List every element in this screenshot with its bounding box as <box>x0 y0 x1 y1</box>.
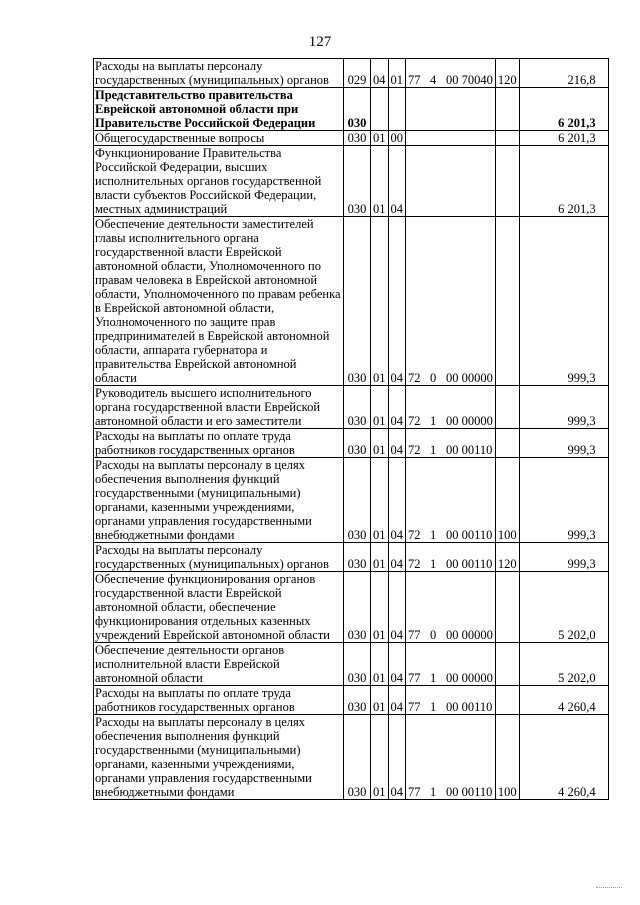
row-name: Функционирование Правительства Российской Федерации, высших исполнительных органов государственной власти субъектов Российской Федерации, местных администраций <box>94 146 344 217</box>
table-row <box>94 686 609 715</box>
row-csr-a: 77 <box>408 73 421 87</box>
row-csr-b: 1 <box>430 528 437 542</box>
row-csr <box>406 131 496 146</box>
row-csr-b: 1 <box>430 700 437 714</box>
row-pr: 04 <box>388 715 406 800</box>
row-rz: 01 <box>371 386 389 429</box>
table-row <box>94 715 609 800</box>
row-csr-a: 72 <box>408 443 421 457</box>
row-sum: 999,3 <box>519 386 608 429</box>
row-csr-a: 72 <box>408 557 421 571</box>
row-csr <box>406 217 496 386</box>
row-pr: 04 <box>388 429 406 458</box>
row-vr: 100 <box>495 715 519 800</box>
row-ved: 030 <box>344 458 371 543</box>
table-row <box>94 543 609 572</box>
row-sum: 4 260,4 <box>519 686 608 715</box>
row-rz: 01 <box>371 543 389 572</box>
row-csr-b: 1 <box>430 785 437 799</box>
row-vr <box>495 429 519 458</box>
row-csr-b: 4 <box>430 73 437 87</box>
row-csr <box>406 59 496 88</box>
row-pr: 04 <box>388 572 406 643</box>
row-ved: 030 <box>344 146 371 217</box>
row-ved: 030 <box>344 386 371 429</box>
row-name: Руководитель высшего исполнительного органа государственной власти Еврейской автономной области и его заместители <box>94 386 344 429</box>
row-csr-b: 0 <box>430 371 437 385</box>
scan-artifact <box>596 887 622 891</box>
row-sum: 6 201,3 <box>519 131 608 146</box>
row-ved: 030 <box>344 686 371 715</box>
row-vr: 120 <box>495 59 519 88</box>
row-csr-c: 00 00110 <box>446 443 493 457</box>
row-sum: 5 202,0 <box>519 643 608 686</box>
row-csr-a: 77 <box>408 628 421 642</box>
row-ved: 029 <box>344 59 371 88</box>
row-pr <box>388 88 406 131</box>
row-rz: 01 <box>371 458 389 543</box>
row-name: Расходы на выплаты персоналу государственных (муниципальных) органов <box>94 543 344 572</box>
table-row <box>94 131 609 146</box>
row-vr <box>495 572 519 643</box>
table-row <box>94 59 609 88</box>
row-pr: 04 <box>388 458 406 543</box>
row-name: Расходы на выплаты персоналу государственных (муниципальных) органов <box>94 59 344 88</box>
row-name: Расходы на выплаты персоналу в целях обеспечения выполнения функций государственными (муниципальными) органами, казенными учреждениями, органами управления государственными внебюджетными фондами <box>94 715 344 800</box>
row-csr-c: 00 00000 <box>446 371 493 385</box>
row-sum: 216,8 <box>519 59 608 88</box>
row-ved: 030 <box>344 643 371 686</box>
row-rz: 01 <box>371 146 389 217</box>
row-csr-b: 0 <box>430 628 437 642</box>
row-ved: 030 <box>344 88 371 131</box>
row-ved: 030 <box>344 572 371 643</box>
row-csr-b: 1 <box>430 671 437 685</box>
row-sum: 6 201,3 <box>519 88 608 131</box>
table-row <box>94 643 609 686</box>
row-csr-a: 77 <box>408 700 421 714</box>
row-pr: 04 <box>388 217 406 386</box>
row-vr <box>495 686 519 715</box>
row-sum: 5 202,0 <box>519 572 608 643</box>
row-csr-a: 77 <box>408 671 421 685</box>
row-rz: 01 <box>371 217 389 386</box>
row-rz: 01 <box>371 715 389 800</box>
row-csr-a: 72 <box>408 528 421 542</box>
row-ved: 030 <box>344 715 371 800</box>
row-vr <box>495 386 519 429</box>
row-pr: 04 <box>388 386 406 429</box>
table-row <box>94 146 609 217</box>
row-pr: 04 <box>388 146 406 217</box>
row-csr-c: 00 00110 <box>446 785 493 799</box>
row-csr-a: 77 <box>408 785 421 799</box>
row-csr <box>406 146 496 217</box>
row-csr-b: 1 <box>430 557 437 571</box>
row-vr: 100 <box>495 458 519 543</box>
row-ved: 030 <box>344 131 371 146</box>
row-csr <box>406 572 496 643</box>
row-csr-c: 00 00110 <box>446 700 493 714</box>
row-csr-c: 00 00000 <box>446 414 493 428</box>
row-rz: 01 <box>371 131 389 146</box>
row-name: Расходы на выплаты по оплате труда работников государственных органов <box>94 686 344 715</box>
row-csr-c: 00 00000 <box>446 671 493 685</box>
table-row <box>94 572 609 643</box>
row-csr <box>406 686 496 715</box>
row-csr <box>406 543 496 572</box>
row-pr: 01 <box>388 59 406 88</box>
page-number: 127 <box>308 34 332 50</box>
row-sum: 4 260,4 <box>519 715 608 800</box>
row-name: Обеспечение деятельности органов исполнительной власти Еврейской автономной области <box>94 643 344 686</box>
row-csr <box>406 88 496 131</box>
row-name: Обеспечение деятельности заместителей главы исполнительного органа государственной власти Еврейской автономной области, Уполномоченного по правам человека в Еврейской автономной области, Уполномоченного по правам ребенка в Еврейской автономной области, Уполномоченного по защите прав предпринимателей в Еврейской автономной области, аппарата губернатора и правительства Еврейской автономной области <box>94 217 344 386</box>
row-name: Расходы на выплаты персоналу в целях обеспечения выполнения функций государственными (муниципальными) органами, казенными учреждениями, органами управления государственными внебюджетными фондами <box>94 458 344 543</box>
row-pr: 04 <box>388 543 406 572</box>
row-ved: 030 <box>344 429 371 458</box>
table-row <box>94 458 609 543</box>
row-vr <box>495 643 519 686</box>
row-sum: 999,3 <box>519 458 608 543</box>
row-pr: 04 <box>388 686 406 715</box>
row-rz: 04 <box>371 59 389 88</box>
row-sum: 999,3 <box>519 543 608 572</box>
row-csr <box>406 643 496 686</box>
row-rz: 01 <box>371 686 389 715</box>
row-csr <box>406 715 496 800</box>
table-row <box>94 386 609 429</box>
row-rz: 01 <box>371 572 389 643</box>
row-name: Представительство правительства Еврейской автономной области при Правительстве Российской Федерации <box>94 88 344 131</box>
row-name: Расходы на выплаты по оплате труда работников государственных органов <box>94 429 344 458</box>
row-csr-c: 00 00110 <box>446 557 493 571</box>
row-rz: 01 <box>371 643 389 686</box>
row-pr: 00 <box>388 131 406 146</box>
row-vr: 120 <box>495 543 519 572</box>
row-sum: 6 201,3 <box>519 146 608 217</box>
row-vr <box>495 131 519 146</box>
row-name: Общегосударственные вопросы <box>94 131 344 146</box>
row-csr-b: 1 <box>430 414 437 428</box>
row-pr: 04 <box>388 643 406 686</box>
row-csr-c: 00 00000 <box>446 628 493 642</box>
row-ved: 030 <box>344 217 371 386</box>
row-sum: 999,3 <box>519 217 608 386</box>
row-ved: 030 <box>344 543 371 572</box>
row-vr <box>495 88 519 131</box>
table-row <box>94 217 609 386</box>
row-vr <box>495 146 519 217</box>
row-rz: 01 <box>371 429 389 458</box>
row-vr <box>495 217 519 386</box>
row-csr <box>406 386 496 429</box>
row-csr <box>406 458 496 543</box>
row-csr-c: 00 70040 <box>446 73 493 87</box>
row-csr <box>406 429 496 458</box>
row-rz <box>371 88 389 131</box>
table-row <box>94 429 609 458</box>
row-csr-a: 72 <box>408 414 421 428</box>
row-csr-a: 72 <box>408 371 421 385</box>
table-row <box>94 88 609 131</box>
budget-table <box>93 58 609 800</box>
row-csr-c: 00 00110 <box>446 528 493 542</box>
row-name: Обеспечение функционирования органов государственной власти Еврейской автономной области, обеспечение функционирования отдельных казенных учреждений Еврейской автономной области <box>94 572 344 643</box>
row-csr-b: 1 <box>430 443 437 457</box>
row-sum: 999,3 <box>519 429 608 458</box>
